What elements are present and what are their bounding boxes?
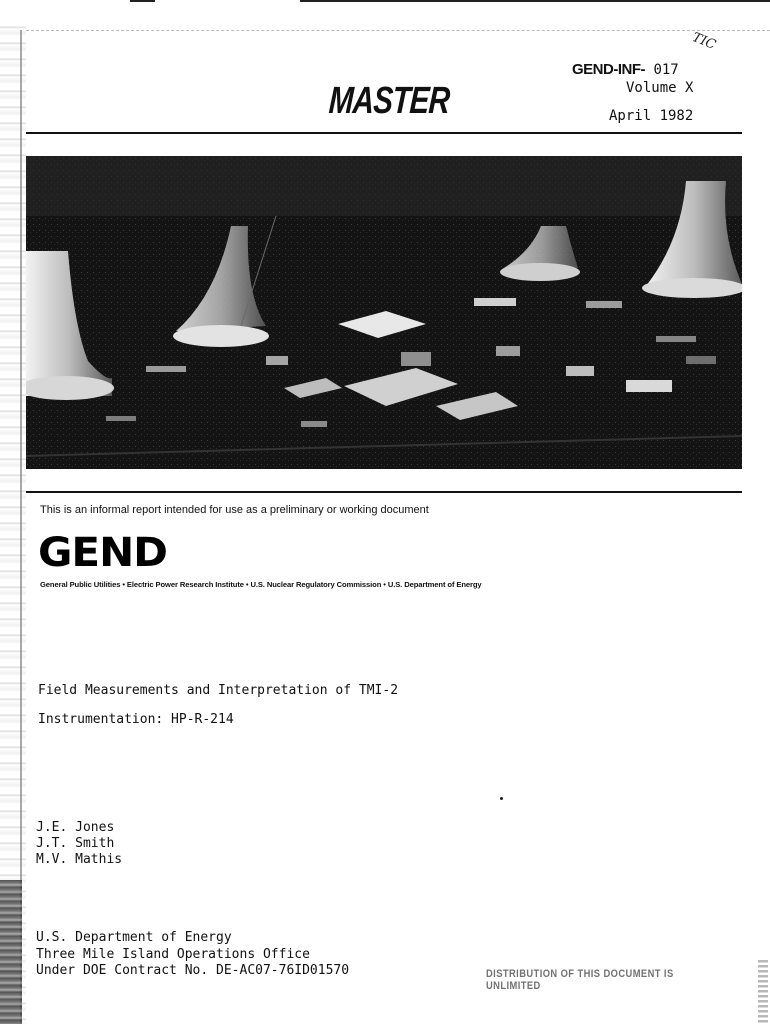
agency-line: U.S. Department of Energy: [36, 930, 232, 945]
informal-report-notice: This is an informal report intended for use as a preliminary or working document: [40, 504, 429, 516]
scan-speck: [500, 797, 503, 800]
report-title: Field Measurements and Interpretation of TMI-2: [38, 683, 399, 698]
scan-right-edge-mark: [758, 960, 768, 1024]
report-number-prefix: GEND-INF-: [572, 61, 645, 78]
master-stamp: MASTER: [327, 80, 451, 122]
report-number: [572, 62, 679, 78]
photo-bottom-rule: [26, 491, 742, 493]
agency-line: Under DOE Contract No. DE-AC07-76ID01570: [36, 963, 350, 978]
author-name: J.T. Smith: [36, 836, 115, 851]
author-name: M.V. Mathis: [36, 852, 123, 867]
scan-left-edge: [0, 20, 26, 1024]
sponsor-list: General Public Utilities • Electric Power Research Institute • U.S. Nuclear Regulatory Commission • U.S. Department of Energy: [40, 580, 482, 589]
scan-top-dotted-line: [26, 30, 770, 31]
gend-logo: GEND: [38, 530, 167, 576]
scan-left-edge-line: [20, 30, 22, 1024]
distribution-stamp: DISTRIBUTION OF THIS DOCUMENT IS UNLIMITED: [486, 968, 674, 992]
scan-top-edge: [300, 0, 770, 2]
report-subtitle: Instrumentation: HP-R-214: [38, 712, 234, 727]
author-list: [36, 820, 122, 868]
header-rule: [26, 132, 742, 134]
sponsoring-agency: [36, 930, 349, 980]
author-name: J.E. Jones: [36, 820, 115, 835]
report-volume: Volume X: [626, 80, 694, 96]
scan-bottom-smudge: [0, 880, 22, 1024]
cover-photo-plant-aerial: [26, 156, 742, 469]
report-number-value: 017: [653, 62, 679, 78]
handwritten-note: TIC: [690, 30, 718, 53]
report-date: April 1982: [609, 108, 694, 124]
scan-top-edge-mark: [130, 0, 155, 2]
agency-line: Three Mile Island Operations Office: [36, 946, 310, 962]
